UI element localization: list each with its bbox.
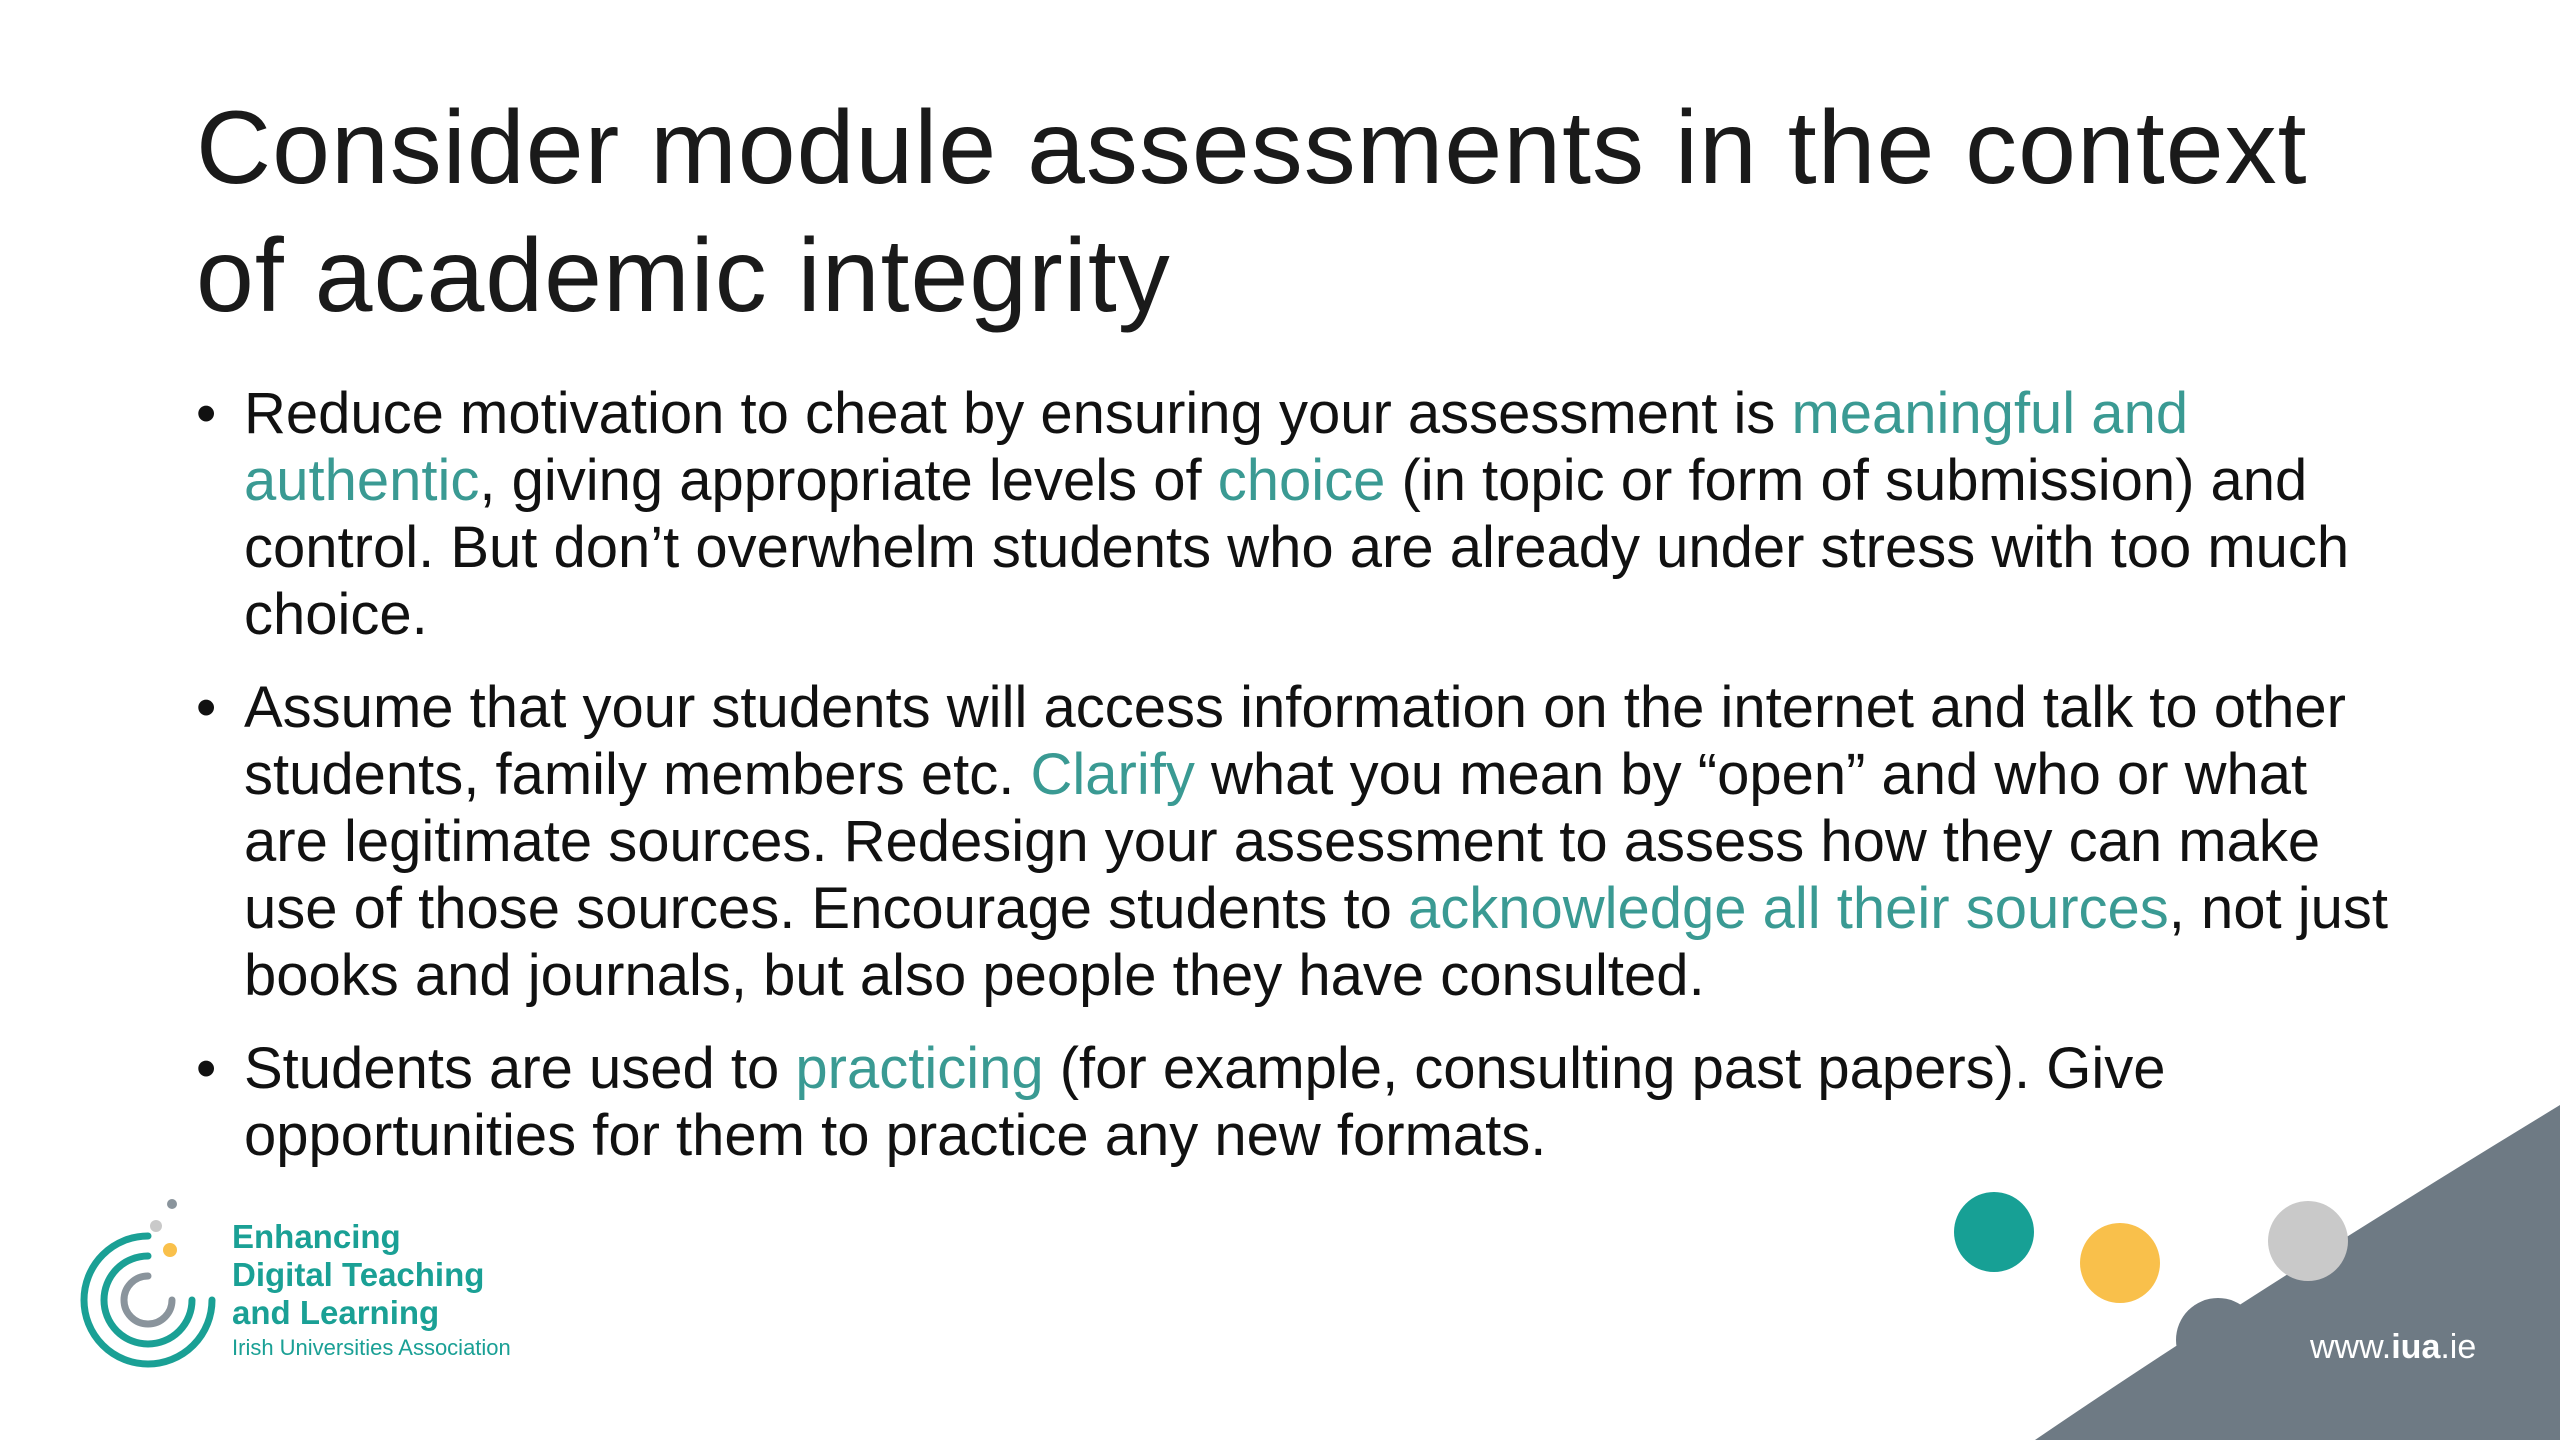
logo-line-1: Enhancing [232,1218,401,1255]
logo-line-3: and Learning [232,1294,440,1331]
bullet-text: Assume that your students will access information on the internet and talk to other students, family members etc. Clarify what you mean by “open” and who or what are legitimate sources. Redesign your assessment to assess how they can make use of those sources. Encourage students to acknowledge all their sources, not just books and journals, but also people they have consulted. [244,675,2389,1008]
bullet-icon: • [196,1036,217,1101]
footer-url: www.iua.ie [2310,1328,2477,1366]
logo-line-2: Digital Teaching [232,1256,485,1293]
bullet-icon: • [196,381,217,446]
logo-subtitle: Irish Universities Association [232,1335,511,1360]
bullet-list [196,380,2396,1195]
bullet-icon: • [196,675,217,740]
bullet-item [196,1035,2396,1169]
bullet-item [196,674,2396,1009]
grey-bump [2176,1298,2260,1382]
logo-wordmark [232,1218,484,1332]
bullet-text: Reduce motivation to cheat by ensuring your assessment is meaningful and authentic, giving appropriate levels of choice (in topic or form of submission) and control. But don’t overwhelm students who are already under stress with too much choice. [244,381,2350,647]
yellow-dot [2080,1223,2160,1303]
grey-dot [2268,1201,2348,1281]
slide-title: Consider module assessments in the context of academic integrity [196,90,2308,334]
teal-dot [1954,1192,2034,1272]
bullet-item [196,380,2396,648]
bullet-text: Students are used to practicing (for example, consulting past papers). Give opportunities for them to practice any new formats. [244,1036,2166,1168]
